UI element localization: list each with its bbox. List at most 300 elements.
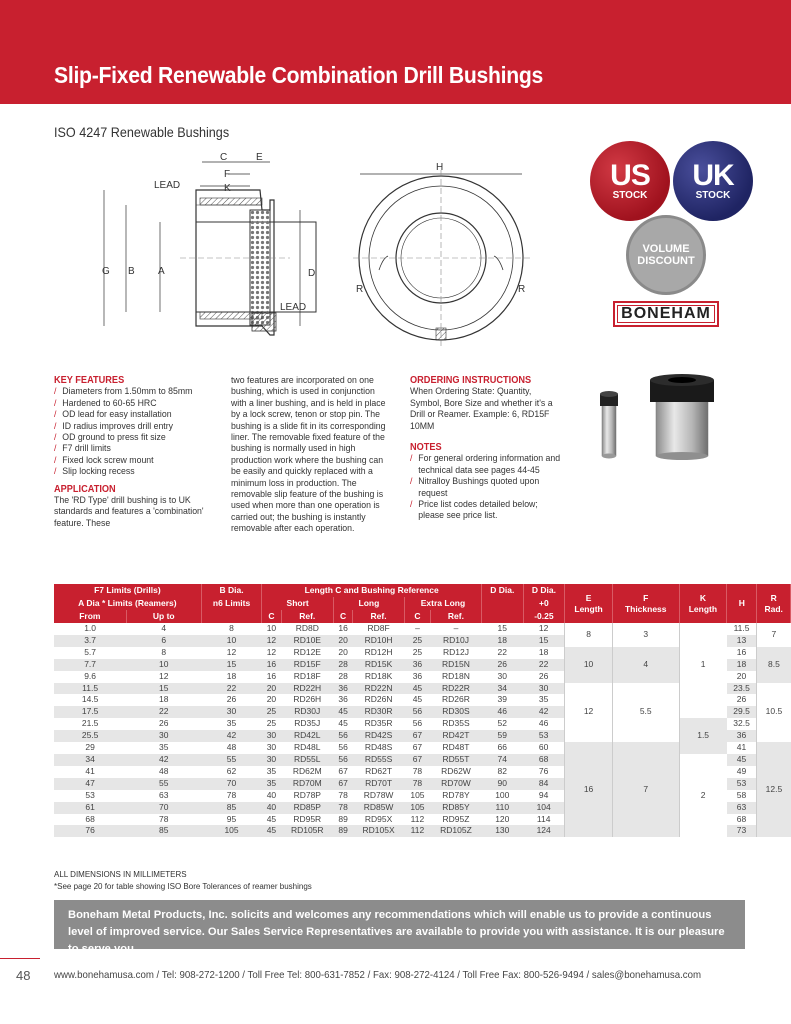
- cell-from: 29: [85, 742, 95, 753]
- key-feature-item: / OD lead for easy installation: [54, 409, 209, 420]
- cell-ref-short: RD62M: [292, 765, 322, 776]
- cell-from: 76: [54, 825, 126, 837]
- cell-h: 68: [736, 813, 747, 824]
- cell-d-dia: 100: [495, 789, 510, 800]
- cell-c-long: 45: [333, 706, 352, 718]
- cell-h: 32.5: [733, 718, 750, 729]
- key-features-column: [54, 375, 222, 529]
- cell-r-rad: 7: [757, 623, 791, 647]
- cell-ref-short: RD105R: [281, 825, 333, 837]
- cell-c-extra: 36: [412, 670, 423, 681]
- cell-d-dia-tol: 60: [538, 742, 549, 753]
- cell-h: 73: [727, 825, 757, 837]
- cell-from: 34: [54, 754, 126, 766]
- cell-h: 49: [736, 765, 747, 776]
- cell-c-short: 10: [266, 623, 277, 633]
- cell-ref-extra: RD18N: [442, 670, 470, 681]
- cell-c-extra: 105: [404, 802, 430, 814]
- cell-d-dia-tol: 53: [523, 730, 565, 742]
- cell-c-short: 45: [266, 813, 277, 824]
- cell-from: 41: [85, 765, 95, 776]
- cell-d-dia: 82: [497, 765, 508, 776]
- cell-d-dia-tol: 12: [538, 623, 549, 633]
- th-ref-long: Ref.: [353, 610, 405, 623]
- cell-d-dia-tol: 15: [523, 635, 565, 647]
- cell-c-extra: 56: [404, 706, 430, 718]
- cell-ref-short: RD95R: [293, 813, 322, 824]
- cell-k-length: 1.5: [679, 718, 727, 754]
- cell-ref-long: RD12H: [364, 646, 393, 657]
- cell-c-extra: 78: [412, 765, 423, 776]
- cell-h: 41: [736, 742, 747, 753]
- cell-c-short: 30: [266, 742, 277, 753]
- cell-e-length: 10: [565, 647, 613, 683]
- cell-b-dia: 70: [201, 778, 262, 790]
- cell-from: 7.7: [54, 659, 126, 671]
- th-length-c: Length C and Bushing Reference: [262, 584, 482, 597]
- cell-d-dia-tol: 30: [523, 683, 565, 695]
- uk-stock-badge: [673, 141, 753, 221]
- cell-b-dia: 26: [226, 694, 237, 705]
- th-minus: -0.25: [523, 610, 565, 623]
- footnote-dimensions: ALL DIMENSIONS IN MILLIMETERS: [54, 870, 187, 879]
- key-features-heading: KEY FEATURES: [54, 375, 125, 386]
- cell-ref-short: RD48L: [294, 742, 321, 753]
- cell-h: 20: [736, 670, 747, 681]
- cell-h: 18: [727, 659, 757, 671]
- note-item: / Nitralloy Bushings quoted upon request: [410, 476, 565, 499]
- cell-d-dia: 90: [481, 778, 523, 790]
- cell-c-long: 28: [333, 659, 352, 671]
- cell-from: 5.7: [84, 646, 97, 657]
- cell-c-long: 56: [338, 742, 348, 753]
- cell-ref-short: RD70M: [281, 778, 333, 790]
- cell-h: 16: [736, 646, 747, 657]
- cell-upto: 85: [126, 825, 201, 837]
- cell-h: 45: [727, 754, 757, 766]
- cell-c-short: 30: [262, 730, 281, 742]
- cell-f-thickness: 3: [612, 623, 679, 647]
- th-c-short: C: [262, 610, 281, 623]
- spec-table-body: [54, 623, 791, 837]
- us-badge-text: US: [610, 158, 650, 192]
- cell-ref-long: RD78W: [363, 789, 394, 800]
- cell-c-extra: 45: [404, 683, 430, 695]
- cell-d-dia: 26: [481, 659, 523, 671]
- footnote-reamer: *See page 20 for table showing ISO Bore Tolerances of reamer bushings: [54, 882, 312, 891]
- key-feature-item: / F7 drill limits: [54, 443, 209, 454]
- table-row: [54, 683, 791, 695]
- key-feature-item: / Fixed lock screw mount: [54, 455, 209, 466]
- cell-b-dia: 85: [201, 802, 262, 814]
- cell-ref-long: RD62T: [365, 765, 393, 776]
- cell-ref-short: RD22H: [281, 683, 333, 695]
- cell-c-long: 16: [338, 623, 348, 633]
- th-n6: n6 Limits: [201, 597, 262, 610]
- th-e-sub: Length: [574, 603, 603, 614]
- dim-label-g: G: [102, 266, 110, 277]
- cell-upto: 22: [126, 706, 201, 718]
- cell-f-thickness: 5.5: [612, 683, 679, 743]
- cell-h: 63: [727, 802, 757, 814]
- cell-from: 61: [54, 802, 126, 814]
- dim-label-h: H: [436, 162, 444, 173]
- cell-r-rad: 10.5: [757, 683, 791, 743]
- boneham-logo: BONEHAM: [613, 301, 719, 327]
- cell-c-extra: 56: [412, 718, 423, 729]
- product-photo: [590, 372, 730, 472]
- cell-c-long: 36: [333, 683, 352, 695]
- cell-from: 11.5: [54, 683, 126, 695]
- cell-b-dia: 10: [201, 635, 262, 647]
- cell-ref-extra: RD62W: [441, 765, 471, 776]
- volume-badge-line2: DISCOUNT: [637, 255, 695, 267]
- cell-c-short: 35: [266, 765, 277, 776]
- th-c-extra: C: [404, 610, 430, 623]
- cell-upto: 48: [159, 765, 169, 776]
- dim-label-c: C: [220, 152, 228, 163]
- cell-c-extra: 112: [410, 813, 425, 824]
- th-k-label: K: [699, 592, 706, 603]
- cell-c-long: 56: [333, 754, 352, 766]
- cell-b-dia: 22: [201, 683, 262, 695]
- cell-ref-extra: RD35S: [442, 718, 470, 729]
- cell-ref-extra: RD70W: [430, 778, 481, 790]
- application-heading: APPLICATION: [54, 483, 116, 495]
- cell-ref-extra: RD48T: [442, 742, 470, 753]
- cell-d-dia-tol: 76: [538, 765, 549, 776]
- cell-h: 13: [727, 635, 757, 647]
- dim-label-k: K: [224, 183, 231, 194]
- th-c-long: C: [333, 610, 352, 623]
- cell-ref-extra: –: [453, 623, 459, 633]
- note-item: / Price list codes detailed below; please see price list.: [410, 499, 565, 522]
- th-ref-extra: Ref.: [430, 610, 481, 623]
- cell-ref-short: RD85P: [281, 802, 333, 814]
- cell-ref-short: RD42L: [281, 730, 333, 742]
- cell-from: 1.0: [84, 623, 97, 633]
- cell-ref-extra: RD105Z: [430, 825, 481, 837]
- key-feature-item: / ID radius improves drill entry: [54, 421, 209, 432]
- cell-h: 29.5: [727, 706, 757, 718]
- cell-b-dia: 95: [226, 813, 237, 824]
- cell-d-dia: 130: [481, 825, 523, 837]
- cell-ref-long: RD55S: [353, 754, 405, 766]
- cell-c-short: 30: [262, 754, 281, 766]
- cell-c-extra: 78: [404, 778, 430, 790]
- cell-from: 47: [54, 778, 126, 790]
- dim-label-e: E: [256, 152, 263, 163]
- dim-label-d: D: [308, 268, 316, 279]
- notes-heading: NOTES: [410, 442, 442, 454]
- cell-ref-extra: RD12J: [442, 646, 469, 657]
- cell-c-short: 45: [262, 825, 281, 837]
- cell-r-rad: 8.5: [757, 647, 791, 683]
- cell-d-dia: 74: [481, 754, 523, 766]
- dim-label-f: F: [224, 169, 231, 180]
- cell-b-dia: 12: [226, 646, 237, 657]
- dim-label-r-left: R: [356, 284, 364, 295]
- cell-from: 53: [85, 789, 95, 800]
- th-upto: Up to: [126, 610, 201, 623]
- cell-ref-long: RD10H: [353, 635, 405, 647]
- cell-f-thickness: 4: [612, 647, 679, 683]
- cell-h: 23.5: [727, 683, 757, 695]
- cell-d-dia: 59: [481, 730, 523, 742]
- cell-ref-long: RD15K: [353, 659, 405, 671]
- cell-ref-short: RD26H: [293, 694, 322, 705]
- th-blank3: [481, 610, 523, 623]
- cell-d-dia-tol: 94: [538, 789, 549, 800]
- key-features-list: [54, 386, 209, 477]
- cell-upto: 63: [159, 789, 169, 800]
- cell-c-long: 56: [333, 730, 352, 742]
- cell-c-extra: 45: [412, 694, 423, 705]
- cell-ref-extra: RD85Y: [430, 802, 481, 814]
- bushing-technical-drawing: [90, 150, 560, 350]
- table-row: [54, 754, 791, 766]
- key-feature-item: / OD ground to press fit size: [54, 432, 209, 443]
- cell-ref-long: RD85W: [353, 802, 405, 814]
- cell-d-dia: 30: [497, 670, 508, 681]
- cell-c-long: 45: [338, 718, 348, 729]
- cell-c-long: 20: [338, 646, 348, 657]
- cell-ref-short: RD10E: [281, 635, 333, 647]
- cell-b-dia: 8: [229, 623, 234, 633]
- cell-upto: 4: [161, 623, 167, 633]
- cell-d-dia-tol: 104: [523, 802, 565, 814]
- cell-ref-short: RD35J: [294, 718, 321, 729]
- cell-b-dia: 42: [201, 730, 262, 742]
- dim-label-r-right: R: [518, 284, 526, 295]
- volume-badge-line1: VOLUME: [642, 243, 690, 255]
- cell-ref-short: RD15F: [281, 659, 333, 671]
- us-badge-sub: STOCK: [612, 189, 648, 201]
- th-e-label: E: [585, 592, 592, 603]
- cell-b-dia: 30: [201, 706, 262, 718]
- uk-badge-sub: STOCK: [695, 189, 731, 201]
- cell-ref-extra: RD42T: [430, 730, 481, 742]
- key-feature-item: / Diameters from 1.50mm to 85mm: [54, 386, 209, 397]
- cell-ref-short: RD8D: [295, 623, 319, 633]
- cell-upto: 8: [161, 646, 167, 657]
- cell-upto: 70: [126, 802, 201, 814]
- footer-accent-line: [0, 958, 40, 959]
- cell-d-dia: 52: [497, 718, 508, 729]
- cell-from: 17.5: [54, 706, 126, 718]
- cell-ref-long: RD22N: [353, 683, 405, 695]
- th-a-dia: A Dia * Limits (Reamers): [54, 597, 201, 610]
- cell-h: 36: [727, 730, 757, 742]
- cell-h: 11.5: [733, 623, 750, 633]
- cell-e-length: 16: [565, 742, 613, 837]
- cell-c-short: 20: [266, 694, 277, 705]
- cell-c-short: 12: [266, 646, 277, 657]
- cell-d-dia-tol: 26: [538, 670, 549, 681]
- cell-from: 68: [85, 813, 95, 824]
- th-plus: +0: [523, 597, 565, 610]
- cell-from: 21.5: [81, 718, 99, 729]
- cell-ref-extra: RD26R: [442, 694, 470, 705]
- cell-ref-long: RD70T: [353, 778, 405, 790]
- cell-b-dia: 15: [201, 659, 262, 671]
- key-feature-item: / Slip locking recess: [54, 466, 209, 477]
- cell-d-dia-tol: 68: [523, 754, 565, 766]
- th-f7-limits: F7 Limits (Drills): [54, 584, 201, 597]
- cell-r-rad: 12.5: [757, 742, 791, 837]
- dim-label-lead: LEAD: [154, 180, 181, 191]
- service-statement: Boneham Metal Products, Inc. solicits and welcomes any recommendations which will enable us to provide a continuous level of improved service. Our Sales Service Representatives are available to provide you with assistance. It is our pleasure to serve you.: [54, 900, 745, 949]
- cell-upto: 42: [126, 754, 201, 766]
- th-from: From: [54, 610, 126, 623]
- cell-ref-extra: RD95Z: [442, 813, 470, 824]
- cell-b-dia: 78: [226, 789, 237, 800]
- cell-c-long: 67: [333, 778, 352, 790]
- cell-d-dia: 22: [497, 646, 508, 657]
- cell-b-dia: 105: [201, 825, 262, 837]
- cell-upto: 15: [126, 683, 201, 695]
- cell-c-long: 36: [338, 694, 348, 705]
- cell-c-long: 89: [333, 825, 352, 837]
- us-stock-badge: [590, 141, 670, 221]
- page-title: Slip-Fixed Renewable Combination Drill Bushings: [54, 62, 544, 88]
- th-d-dia: D Dia.: [481, 584, 523, 597]
- cell-upto: 30: [126, 730, 201, 742]
- th-extra-long: Extra Long: [404, 597, 481, 610]
- th-short: Short: [262, 597, 334, 610]
- th-blank2: [201, 610, 262, 623]
- th-b-dia: B Dia.: [201, 584, 262, 597]
- cell-from: 14.5: [81, 694, 99, 705]
- cell-c-short: 12: [262, 635, 281, 647]
- cell-c-extra: 67: [412, 742, 423, 753]
- cell-e-length: 12: [565, 683, 613, 743]
- cell-c-long: 67: [338, 765, 348, 776]
- th-k: [679, 584, 727, 623]
- cell-upto: 26: [159, 718, 169, 729]
- th-d-dia-2: D Dia.: [523, 584, 565, 597]
- th-f-label: F: [643, 592, 649, 603]
- table-row: [54, 623, 791, 635]
- title-banner: [0, 0, 791, 104]
- cell-c-extra: 67: [404, 730, 430, 742]
- cell-c-short: 16: [262, 659, 281, 671]
- cell-c-short: 40: [266, 789, 277, 800]
- cell-d-dia-tol: 35: [538, 694, 549, 705]
- notes-list: [410, 453, 565, 521]
- cell-d-dia-tol: 46: [538, 718, 549, 729]
- cell-ref-long: RD18K: [364, 670, 393, 681]
- cell-c-extra: –: [415, 623, 420, 633]
- cell-ref-long: RD105X: [353, 825, 405, 837]
- cell-c-short: 20: [262, 683, 281, 695]
- cell-d-dia: 120: [495, 813, 510, 824]
- application-text: The 'RD Type' drill bushing is to UK standards and features a 'combination' feature. These: [54, 495, 204, 529]
- description-column: [231, 375, 401, 535]
- th-h: H: [727, 584, 757, 623]
- cell-e-length: 8: [565, 623, 613, 647]
- cell-b-dia: 48: [226, 742, 237, 753]
- cell-ref-long: RD30R: [353, 706, 405, 718]
- cell-c-long: 89: [338, 813, 348, 824]
- cell-d-dia: 18: [481, 635, 523, 647]
- cell-ref-long: RD42S: [353, 730, 405, 742]
- cell-b-dia: 35: [226, 718, 237, 729]
- key-feature-item: / Hardened to 60-65 HRC: [54, 398, 209, 409]
- cell-h: 53: [727, 778, 757, 790]
- cell-c-extra: 105: [410, 789, 425, 800]
- th-r-sub: Rad.: [764, 603, 783, 614]
- cell-d-dia: 66: [497, 742, 508, 753]
- th-k-sub: Length: [688, 603, 718, 614]
- section-subtitle: ISO 4247 Renewable Bushings: [54, 124, 230, 140]
- ordering-heading: ORDERING INSTRUCTIONS: [410, 375, 532, 386]
- cell-upto: 35: [159, 742, 169, 753]
- cell-upto: 78: [159, 813, 169, 824]
- th-blank: [481, 597, 523, 610]
- cell-ref-long: RD95X: [364, 813, 393, 824]
- uk-badge-text: UK: [692, 158, 734, 192]
- dim-label-a: A: [158, 266, 165, 277]
- cell-ref-short: RD18F: [293, 670, 321, 681]
- cell-upto: 10: [126, 659, 201, 671]
- cell-k-length: [679, 683, 727, 719]
- cell-c-long: 28: [338, 670, 348, 681]
- cell-k-length: 1: [679, 647, 727, 683]
- note-item: / For general ordering information and technical data see pages 44-45: [410, 453, 565, 476]
- cell-k-length: [679, 623, 727, 647]
- cell-f-thickness: 7: [612, 742, 679, 837]
- cell-c-long: 78: [338, 789, 348, 800]
- cell-d-dia-tol: 124: [523, 825, 565, 837]
- cell-c-extra: 67: [404, 754, 430, 766]
- dim-label-b: B: [128, 266, 135, 277]
- cell-ref-long: RD8F: [367, 623, 390, 633]
- cell-d-dia-tol: 84: [523, 778, 565, 790]
- ordering-text: When Ordering State: Quantity, Symbol, Bore Size and whether it's a Drill or Reamer. Example: 6, RD15F 10MM: [410, 386, 553, 432]
- cell-from: 25.5: [54, 730, 126, 742]
- cell-c-extra: 112: [404, 825, 430, 837]
- cell-d-dia-tol: 42: [523, 706, 565, 718]
- ordering-column: [410, 375, 578, 522]
- cell-d-dia: 39: [497, 694, 508, 705]
- cell-d-dia-tol: 22: [523, 659, 565, 671]
- cell-c-short: 16: [266, 670, 277, 681]
- cell-from: 9.6: [84, 670, 97, 681]
- page-number: 48: [16, 968, 31, 983]
- cell-ref-short: RD30J: [281, 706, 333, 718]
- cell-d-dia-tol: 114: [536, 813, 551, 824]
- th-long: Long: [333, 597, 404, 610]
- cell-upto: 12: [159, 670, 169, 681]
- cell-ref-short: RD55L: [281, 754, 333, 766]
- cell-ref-extra: RD10J: [430, 635, 481, 647]
- description-text: two features are incorporated on one bushing, which is used in conjunction with a liner bushing, and is held in place by a lock screw, tenon or stop pin. The bushing is a slide fit in its corresponding liner. The removable fixed feature of the bushing is normally used in high production work where the bushing can be easily and quickly replaced with a minimum loss in production. The removable slip feature of the bushing is used when more than one operation is carried out; the bushing is instantly removable after each operation.: [231, 375, 386, 535]
- cell-ref-extra: RD22R: [430, 683, 481, 695]
- th-r: [757, 584, 791, 623]
- cell-c-short: 25: [262, 706, 281, 718]
- dim-label-lead-bottom: LEAD: [280, 302, 307, 313]
- cell-upto: 6: [126, 635, 201, 647]
- cell-h: 26: [736, 694, 747, 705]
- th-r-label: R: [770, 592, 777, 603]
- cell-ref-extra: RD30S: [430, 706, 481, 718]
- footer-contact: www.bonehamusa.com / Tel: 908-272-1200 / Toll Free Tel: 800-631-7852 / Fax: 908-272-4124 / Toll Free Fax: 800-526-9494 / sales@bonehamusa.com: [54, 969, 702, 981]
- th-e: [565, 584, 613, 623]
- table-row: [54, 718, 791, 730]
- cell-c-extra: 25: [412, 646, 423, 657]
- cell-c-short: 40: [262, 802, 281, 814]
